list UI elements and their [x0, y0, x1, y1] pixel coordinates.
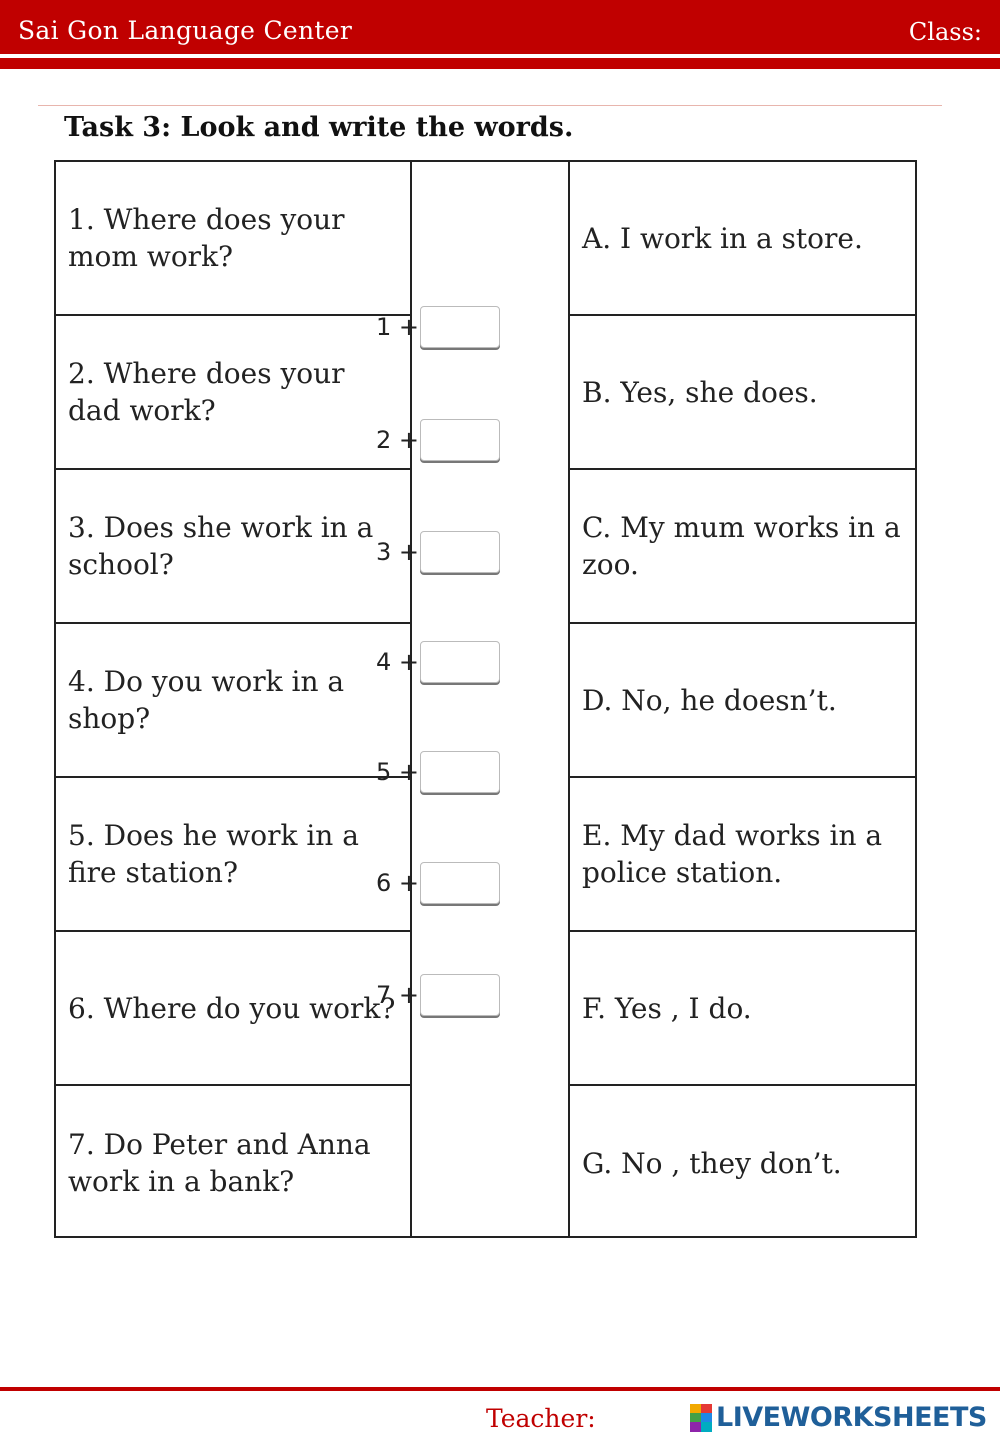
question-cell-2: [56, 316, 410, 470]
match-label: 1 +: [376, 313, 420, 341]
question-cell-5: [56, 778, 410, 932]
answer-cell-c: [570, 470, 917, 624]
answer-cell-b: [570, 316, 917, 470]
answer-text: D. No, he doesn’t.: [582, 683, 837, 717]
question-text: 3. Does she work in a school?: [68, 511, 374, 581]
question-text: 1. Where does your mom work?: [68, 203, 345, 273]
question-text: 6. Where do you work?: [68, 991, 396, 1025]
match-input-3[interactable]: [420, 531, 500, 573]
match-row-7: [376, 973, 500, 1017]
brand-name: LIVEWORKSHEETS: [716, 1402, 987, 1433]
match-row-4: [376, 640, 500, 684]
match-label: 4 +: [376, 648, 420, 676]
answers-column: [568, 162, 917, 1236]
match-input-7[interactable]: [420, 974, 500, 1016]
match-input-2[interactable]: [420, 419, 500, 461]
answer-text: A. I work in a store.: [582, 221, 863, 255]
match-row-1: [376, 305, 500, 349]
match-input-5[interactable]: [420, 751, 500, 793]
match-label: 7 +: [376, 981, 420, 1009]
match-row-3: [376, 530, 500, 574]
footer-divider: [0, 1387, 1000, 1391]
question-text: 4. Do you work in a shop?: [68, 665, 345, 735]
answer-cell-a: [570, 162, 917, 316]
answer-text: G. No , they don’t.: [582, 1146, 842, 1180]
answer-text: E. My dad works in a police station.: [582, 819, 883, 889]
match-input-1[interactable]: [420, 306, 500, 348]
match-input-6[interactable]: [420, 862, 500, 904]
match-label: 6 +: [376, 869, 420, 897]
question-text: 5. Does he work in a fire station?: [68, 819, 359, 889]
question-cell-3: [56, 470, 410, 624]
question-cell-4: [56, 624, 410, 778]
answer-text: B. Yes, she does.: [582, 375, 818, 409]
question-cell-1: [56, 162, 410, 316]
liveworksheets-logo: [690, 1402, 987, 1433]
answer-cell-f: [570, 932, 917, 1086]
match-row-2: [376, 418, 500, 462]
answer-text: F. Yes , I do.: [582, 991, 752, 1025]
class-label: Class:: [908, 18, 982, 46]
header-bar: [0, 0, 1000, 54]
task-title: Task 3: Look and write the words.: [64, 112, 574, 143]
center-name: Sai Gon Language Center: [18, 16, 353, 45]
match-label: 5 +: [376, 758, 420, 786]
match-row-6: [376, 861, 500, 905]
liveworksheets-icon: [690, 1404, 712, 1432]
question-cell-7: [56, 1086, 410, 1240]
answer-cell-d: [570, 624, 917, 778]
match-label: 2 +: [376, 426, 420, 454]
questions-column: [56, 162, 412, 1236]
answer-text: C. My mum works in a zoo.: [582, 511, 901, 581]
match-row-5: [376, 750, 500, 794]
match-label: 3 +: [376, 538, 420, 566]
question-text: 2. Where does your dad work?: [68, 357, 345, 427]
teacher-label: Teacher:: [486, 1404, 596, 1433]
answer-cell-e: [570, 778, 917, 932]
match-input-4[interactable]: [420, 641, 500, 683]
answer-cell-g: [570, 1086, 917, 1240]
top-rule: [38, 105, 942, 106]
question-cell-6: [56, 932, 410, 1086]
question-text: 7. Do Peter and Anna work in a bank?: [68, 1128, 371, 1198]
header-divider: [0, 58, 1000, 69]
